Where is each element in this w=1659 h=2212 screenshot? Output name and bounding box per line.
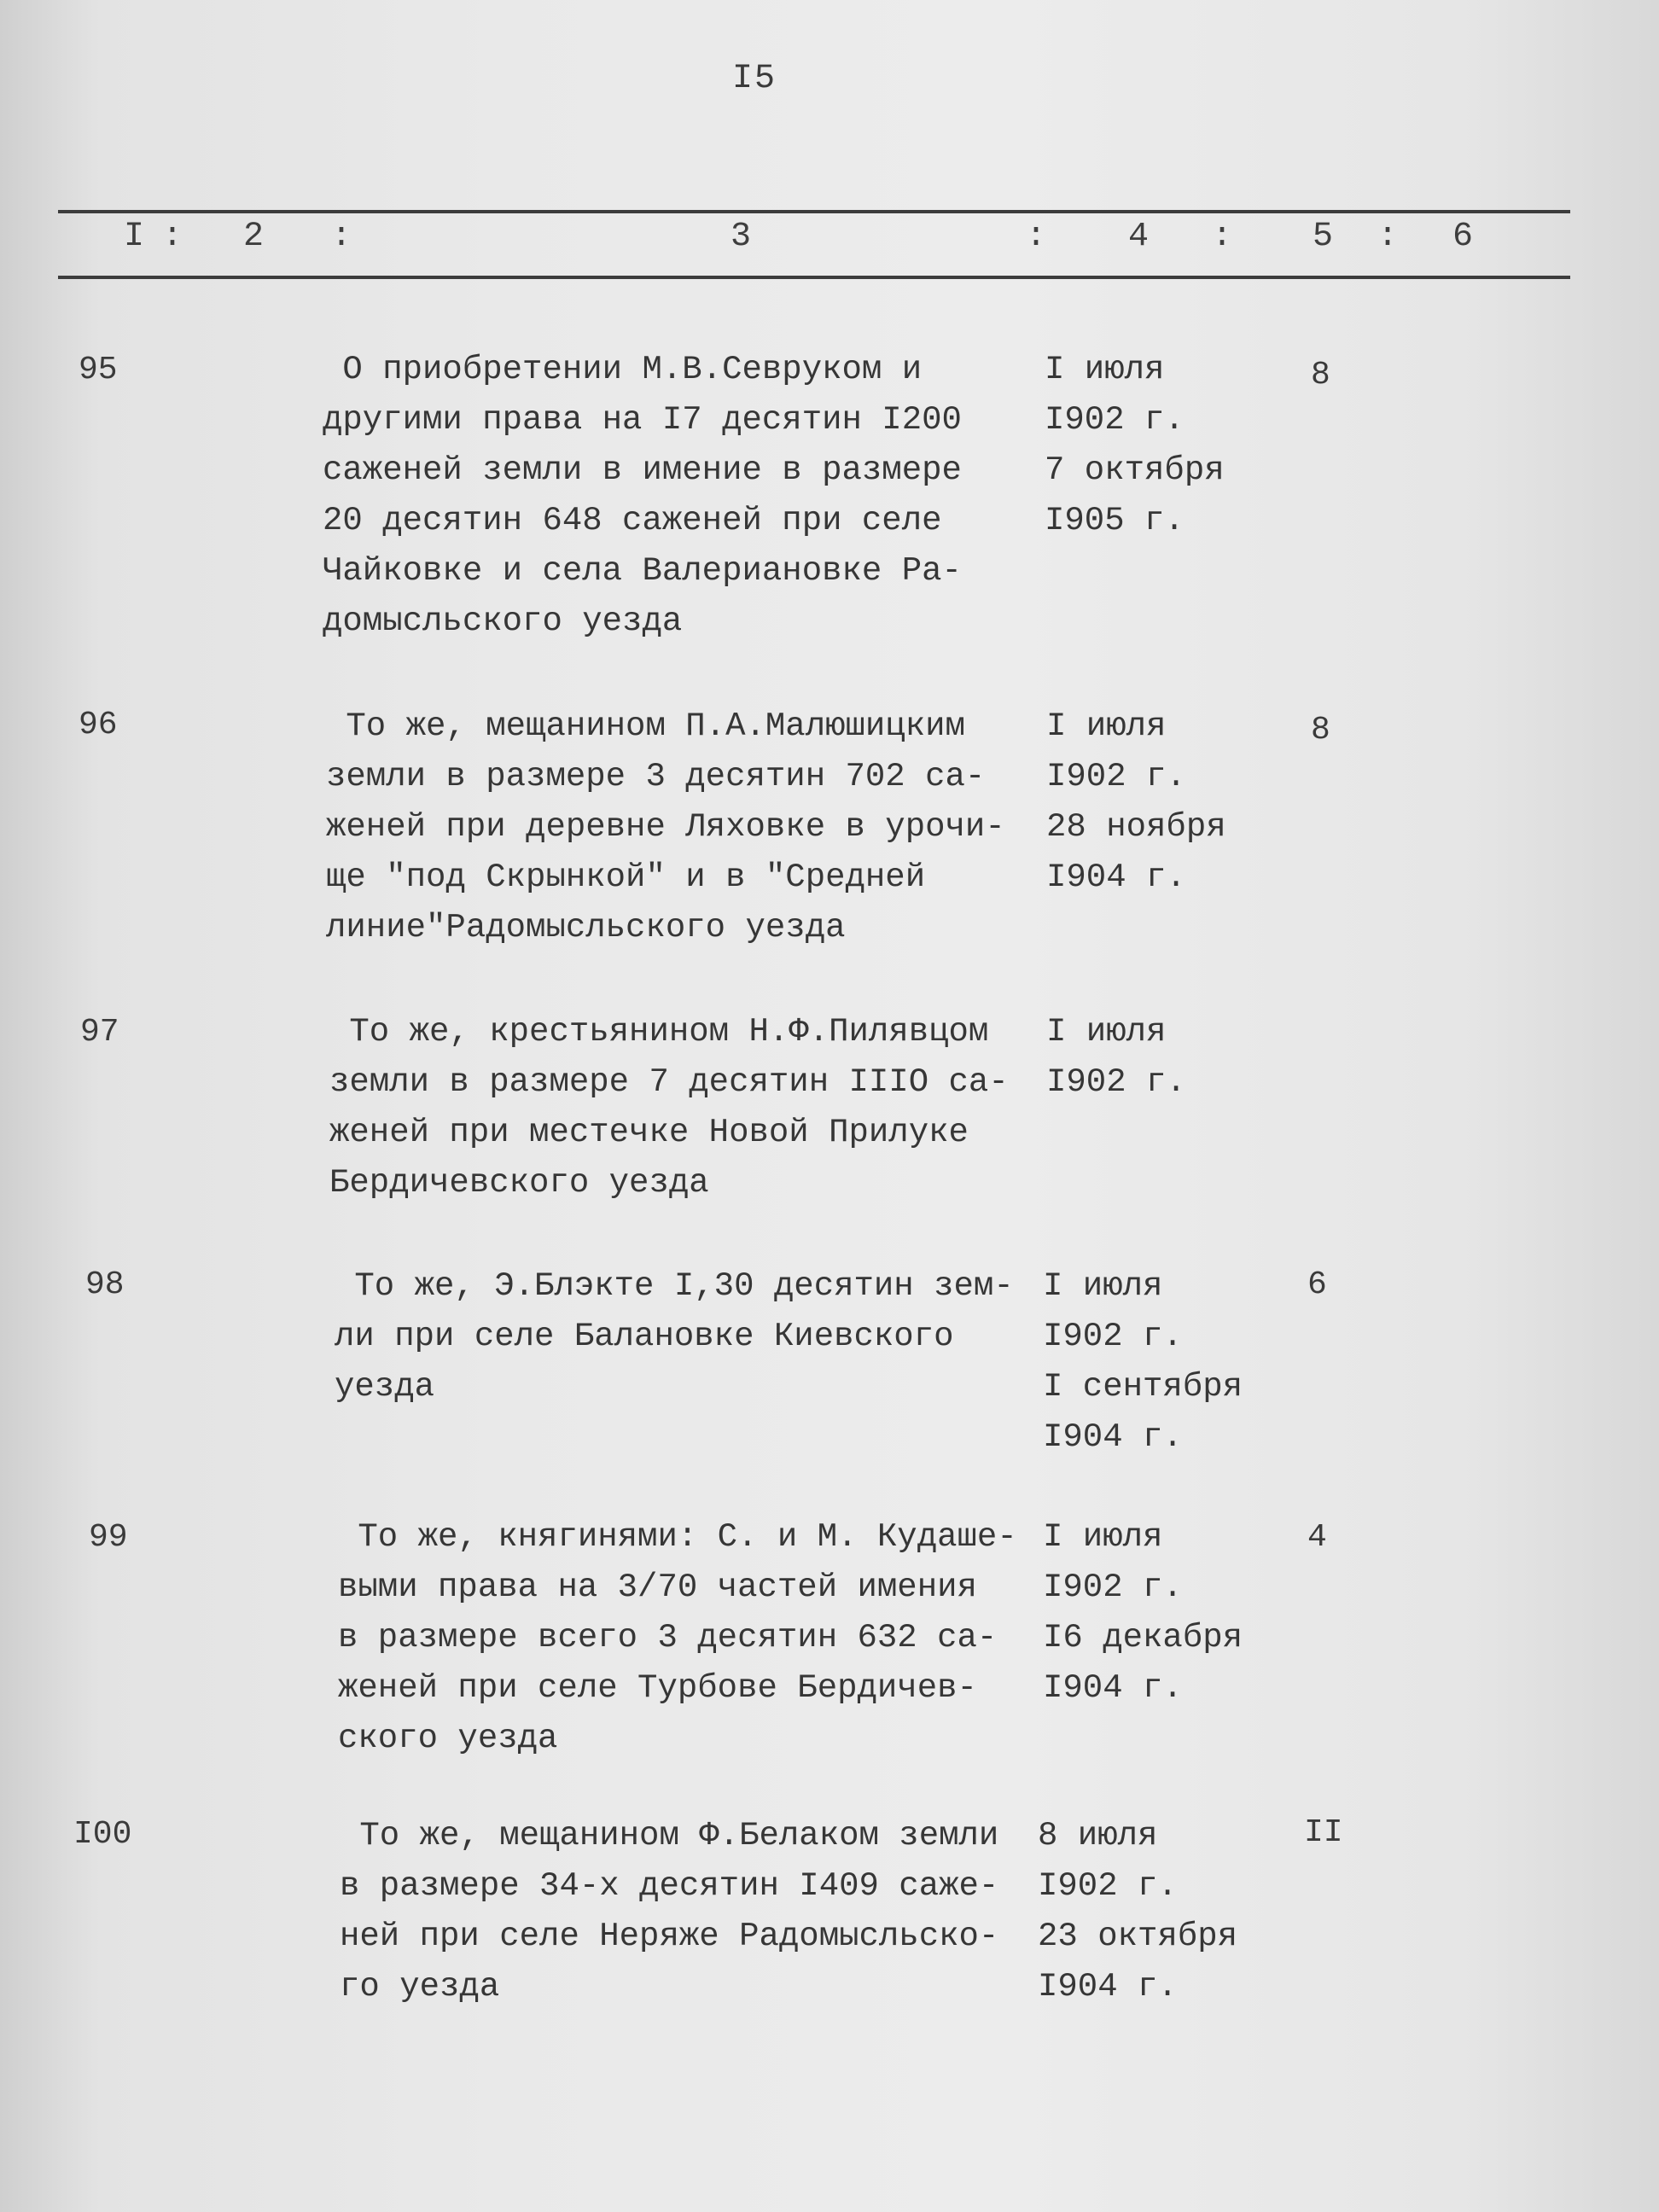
date-line: I904 г. (1038, 1968, 1178, 2005)
entry-sheet-count: 6 (1307, 1266, 1327, 1303)
header-col-4: 4 (1128, 218, 1150, 256)
description-line: То же, княгинями: С. и М. Кудаше- (338, 1518, 1017, 1556)
date-line: I904 г. (1046, 859, 1186, 896)
date-line: I июля (1046, 707, 1167, 745)
entry-number: 97 (80, 1014, 119, 1051)
date-line: I6 декабря (1043, 1619, 1243, 1656)
header-col-1: I (124, 218, 145, 256)
description-line: ще "под Скрынкой" и в "Средней (326, 859, 926, 896)
entry-description (323, 345, 962, 647)
entry-sheet-count: II (1304, 1814, 1343, 1851)
page-number: I5 (732, 60, 777, 98)
description-line: ней при селе Неряже Радомысльско- (340, 1918, 999, 1955)
date-line: I июля (1043, 1267, 1163, 1305)
entry-dates (1045, 345, 1225, 546)
description-line: ского уезда (338, 1720, 558, 1757)
entry-description (326, 701, 1005, 953)
entry-dates (1043, 1261, 1243, 1463)
entry-sheet-count: 8 (1311, 357, 1330, 393)
description-line: О приобретении М.В.Севруком и (323, 351, 923, 388)
date-line: I904 г. (1043, 1418, 1183, 1456)
header-separator: : (1377, 218, 1399, 256)
entry-number: 95 (79, 352, 118, 388)
description-line: 20 десятин 648 саженей при селе (323, 502, 942, 539)
header-col-2: 2 (243, 218, 265, 256)
entry-dates (1043, 1512, 1243, 1714)
entry-number: 99 (89, 1519, 128, 1556)
entry-description (329, 1007, 1009, 1208)
description-line: другими права на I7 десятин I200 (323, 401, 962, 439)
description-line: в размере всего 3 десятин 632 са- (338, 1619, 998, 1656)
date-line: 8 июля (1038, 1817, 1158, 1854)
date-line: 23 октября (1038, 1918, 1238, 1955)
description-line: земли в размере 7 десятин IIIO са- (329, 1063, 1009, 1101)
description-line: го уезда (340, 1968, 500, 2005)
description-line: женей при селе Турбове Бердичев- (338, 1669, 977, 1707)
entry-description (338, 1512, 1017, 1764)
header-separator: : (331, 218, 352, 256)
description-line: ли при селе Балановке Киевского (335, 1318, 954, 1355)
header-col-5: 5 (1313, 218, 1334, 256)
header-separator: : (162, 218, 183, 256)
date-line: I902 г. (1038, 1867, 1178, 1905)
table-header-top-rule (58, 210, 1570, 213)
description-line: Бердичевского уезда (329, 1164, 709, 1202)
entry-sheet-count: 4 (1307, 1519, 1327, 1556)
description-line: уезда (335, 1368, 435, 1406)
date-line: I902 г. (1046, 1063, 1186, 1101)
date-line: I июля (1043, 1518, 1163, 1556)
description-line: Чайковке и села Валериановке Ра- (323, 552, 962, 590)
description-line: земли в размере 3 десятин 702 са- (326, 758, 986, 795)
header-col-3: 3 (731, 218, 752, 256)
description-line: То же, мещанином Ф.Белаком земли (340, 1817, 999, 1854)
description-line: женей при местечке Новой Прилуке (329, 1114, 969, 1151)
date-line: I сентября (1043, 1368, 1243, 1406)
date-line: I июля (1045, 351, 1165, 388)
date-line: I902 г. (1045, 401, 1185, 439)
date-line: I июля (1046, 1013, 1167, 1051)
table-header-bottom-rule (58, 276, 1570, 279)
entry-dates (1038, 1811, 1237, 2012)
description-line: саженей земли в имение в размере (323, 451, 962, 489)
entry-number: 98 (85, 1266, 125, 1303)
entry-description (335, 1261, 1014, 1412)
entry-sheet-count: 8 (1311, 712, 1330, 748)
description-line: домысльского уезда (323, 602, 683, 640)
header-separator: : (1026, 218, 1047, 256)
description-line: То же, Э.Блэкте I,30 десятин зем- (335, 1267, 1014, 1305)
date-line: I902 г. (1043, 1318, 1183, 1355)
date-line: 28 ноября (1046, 808, 1226, 846)
date-line: I905 г. (1045, 502, 1185, 539)
date-line: I902 г. (1043, 1569, 1183, 1606)
entry-description (340, 1811, 998, 2012)
description-line: в размере 34-х десятин I409 саже- (340, 1867, 999, 1905)
description-line: выми права на 3/70 частей имения (338, 1569, 977, 1606)
date-line: 7 октября (1045, 451, 1225, 489)
entry-dates (1046, 701, 1226, 903)
description-line: линие"Радомысльского уезда (326, 909, 846, 946)
entry-number: I00 (73, 1816, 132, 1853)
entry-number: 96 (79, 707, 118, 743)
description-line: То же, крестьянином Н.Ф.Пилявцом (329, 1013, 989, 1051)
header-col-6: 6 (1452, 218, 1474, 256)
description-line: женей при деревне Ляховке в урочи- (326, 808, 1005, 846)
date-line: I904 г. (1043, 1669, 1183, 1707)
entry-dates (1046, 1007, 1186, 1108)
header-separator: : (1212, 218, 1233, 256)
description-line: То же, мещанином П.А.Малюшицким (326, 707, 965, 745)
date-line: I902 г. (1046, 758, 1186, 795)
